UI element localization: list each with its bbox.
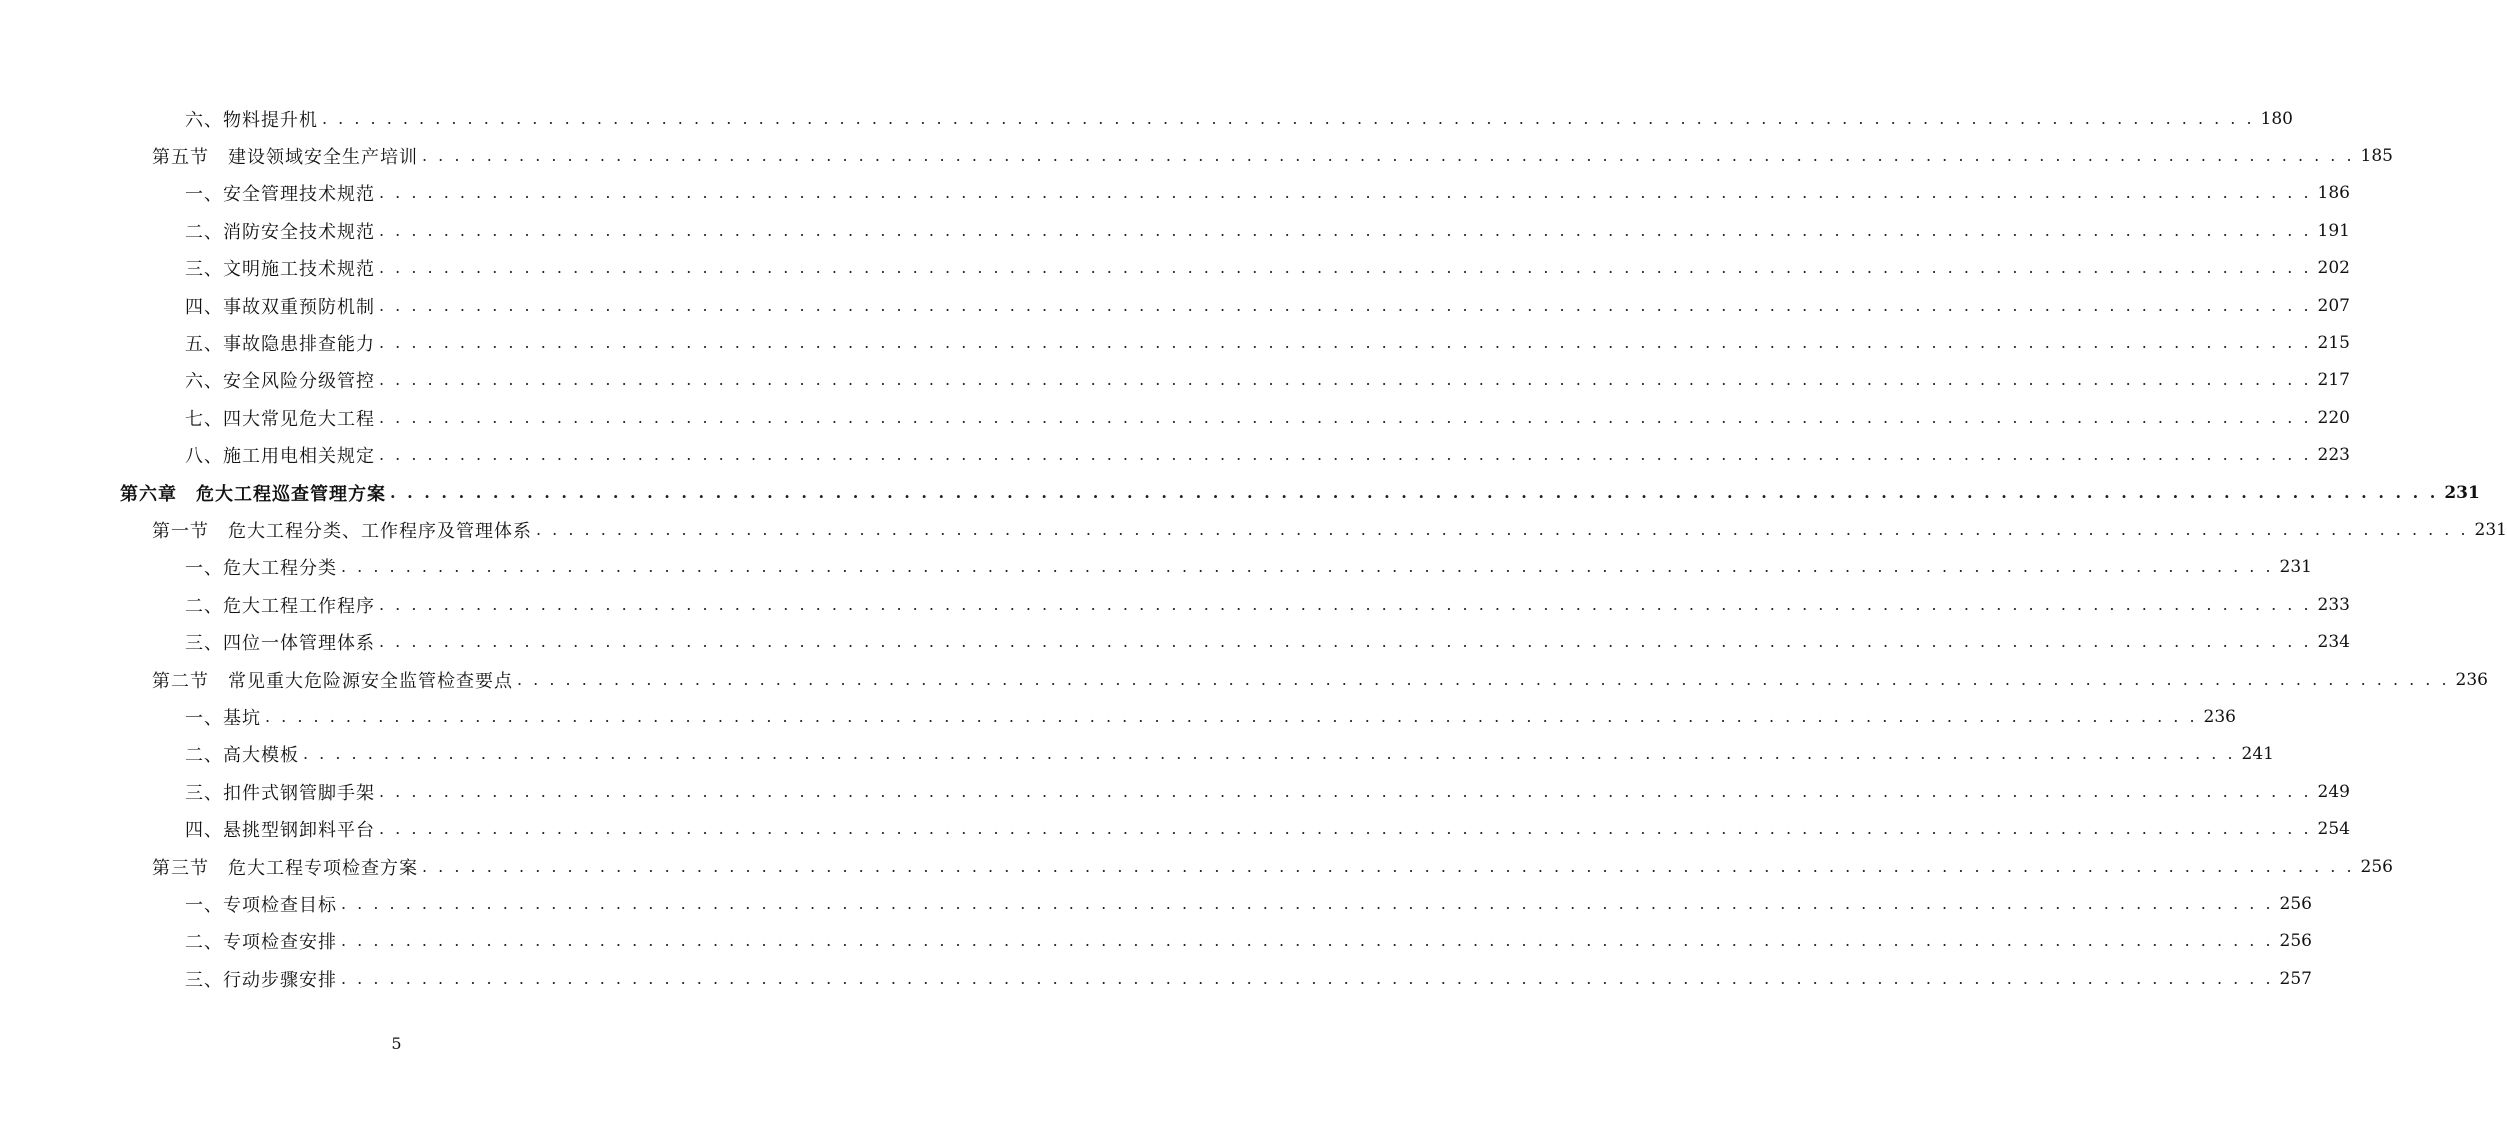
toc-entry-title: 七、四大常见危大工程 (185, 408, 375, 430)
toc-entry[interactable] (0, 960, 2312, 997)
toc-entry[interactable] (0, 137, 2393, 174)
toc-entry[interactable] (0, 885, 2312, 922)
page-number: 5 (391, 1034, 402, 1053)
toc-entry[interactable] (0, 549, 2312, 586)
toc-dot-leader: . . . . . . . . . . . . . . . . . . . . . . . . . . . . . . . . . . . . . . . . . . . . . . . . . . . . . . . . . . . . . . . . . . . . . . . . . . . . . . . . . . . . . . . . . . . . . . . . . . . . . . . . . . . . . . . . . . . . . . . . (303, 744, 2236, 764)
toc-entry-title: 第五节 建设领域安全生产培训 (152, 147, 418, 169)
toc-dot-leader: . . . . . . . . . . . . . . . . . . . . . . . . . . . . . . . . . . . . . . . . . . . . . . . . . . . . . . . . . . . . . . . . . . . . . . . . . . . . . . . . . . . . . . . . . . . . . . . . . . . . . . . . . . . . . . . . . . . . . . . . (341, 893, 2274, 913)
toc-dot-leader: . . . . . . . . . . . . . . . . . . . . . . . . . . . . . . . . . . . . . . . . . . . . . . . . . . . . . . . . . . . . . . . . . . . . . . . . . . . . . . . . . . . . . . . . . . . . . . . . . . . . . . . . . . . . . . . . . . . . . . . . (379, 370, 2312, 390)
toc-entry[interactable] (0, 100, 2293, 137)
toc-dot-leader: . . . . . . . . . . . . . . . . . . . . . . . . . . . . . . . . . . . . . . . . . . . . . . . . . . . . . . . . . . . . . . . . . . . . . . . . . . . . . . . . . . . . . . . . . . . . . . . . . . . . . . . . . . . . . . . . . . . . . . . . (379, 819, 2312, 839)
toc-entry[interactable] (0, 923, 2312, 960)
toc-entry[interactable] (0, 511, 2507, 548)
toc-entry-title: 二、专项检查安排 (185, 932, 337, 954)
toc-entry-page: 236 (2203, 706, 2236, 727)
toc-entry-page: 217 (2317, 370, 2350, 391)
toc-dot-leader: . . . . . . . . . . . . . . . . . . . . . . . . . . . . . . . . . . . . . . . . . . . . . . . . . . . . . . . . . . . . . . . . . . . . . . . . . . . . . . . . . . . . . . . . . . . . . . . . . . . . . . . . . . . . . . . . . . . . . . . . (379, 632, 2312, 652)
toc-entry-page: 254 (2317, 819, 2350, 840)
toc-entry-page: 231 (2474, 519, 2507, 540)
toc-entry[interactable] (0, 437, 2350, 474)
toc-entry-page: 231 (2444, 482, 2480, 503)
toc-entry-title: 一、危大工程分类 (185, 558, 337, 580)
toc-entry-page: 234 (2317, 632, 2350, 653)
toc-entry[interactable] (0, 623, 2350, 660)
toc-entry-title: 第二节 常见重大危险源安全监管检查要点 (152, 670, 513, 692)
toc-dot-leader: . . . . . . . . . . . . . . . . . . . . . . . . . . . . . . . . . . . . . . . . . . . . . . . . . . . . . . . . . . . . . . . . . . . . . . . . . . . . . . . . . . . . . . . . . . . . . . . . . . . . . . . . . . . . . . . . . . . . . . . . (422, 856, 2355, 876)
toc-entry-page: 236 (2455, 669, 2488, 690)
toc-entry-page: 215 (2317, 333, 2350, 354)
toc-entry-title: 一、安全管理技术规范 (185, 184, 375, 206)
toc-entry-page: 202 (2317, 258, 2350, 279)
toc-entry-page: 180 (2260, 108, 2293, 129)
toc-entry-page: 185 (2360, 146, 2393, 167)
toc-entry[interactable] (0, 698, 2236, 735)
toc-entry-page: 220 (2317, 407, 2350, 428)
toc-entry[interactable] (0, 324, 2350, 361)
toc-entry-title: 二、消防安全技术规范 (185, 221, 375, 243)
toc-entry[interactable] (0, 810, 2350, 847)
table-of-contents (0, 100, 2507, 997)
toc-entry-page: 241 (2241, 744, 2274, 765)
toc-dot-leader: . . . . . . . . . . . . . . . . . . . . . . . . . . . . . . . . . . . . . . . . . . . . . . . . . . . . . . . . . . . . . . . . . . . . . . . . . . . . . . . . . . . . . . . . . . . . . . . . . . . . . . . . . . . . . . . . . . . . . . . . (379, 407, 2312, 427)
toc-entry-page: 186 (2317, 183, 2350, 204)
toc-entry-title: 三、行动步骤安排 (185, 969, 337, 991)
toc-dot-leader: . . . . . . . . . . . . . . . . . . . . . . . . . . . . . . . . . . . . . . . . . . . . . . . . . . . . . . . . . . . . . . . . . . . . . . . . . . . . . . . . . . . . . . . . . . . . . . . . . . . . . . . . . . . . . . . . . . . . . . . . (341, 968, 2274, 988)
toc-entry-title: 五、事故隐患排查能力 (185, 334, 375, 356)
toc-dot-leader: . . . . . . . . . . . . . . . . . . . . . . . . . . . . . . . . . . . . . . . . . . . . . . . . . . . . . . . . . . . . . . . . . . . . . . . . . . . . . . . . . . . . . . . . . . . . . . . . . . . . . . . . . . . . . . . . . . . . . . . . (379, 333, 2312, 353)
toc-entry-title: 二、危大工程工作程序 (185, 595, 375, 617)
toc-entry-title: 一、基坑 (185, 707, 261, 729)
toc-entry[interactable] (0, 362, 2350, 399)
toc-entry-title: 第一节 危大工程分类、工作程序及管理体系 (152, 520, 532, 542)
toc-entry-page: 233 (2317, 594, 2350, 615)
toc-dot-leader: . . . . . . . . . . . . . . . . . . . . . . . . . . . . . . . . . . . . . . . . . . . . . . . . . . . . . . . . . . . . . . . . . . . . . . . . . . . . . . . . . . . . . . . . . . . . . . . . . . . . . . . . . . . . . . . . . . . . . . . . (322, 108, 2255, 128)
toc-entry[interactable] (0, 586, 2350, 623)
toc-entry-page: 256 (2279, 893, 2312, 914)
toc-entry-page: 207 (2317, 295, 2350, 316)
toc-entry[interactable] (0, 773, 2350, 810)
toc-entry-page: 231 (2279, 557, 2312, 578)
toc-entry-page: 223 (2317, 445, 2350, 466)
toc-entry[interactable] (0, 736, 2274, 773)
toc-entry-title: 六、安全风险分级管控 (185, 371, 375, 393)
toc-entry-title: 第三节 危大工程专项检查方案 (152, 857, 418, 879)
toc-entry-page: 249 (2317, 781, 2350, 802)
toc-entry-title: 三、四位一体管理体系 (185, 633, 375, 655)
toc-dot-leader: . . . . . . . . . . . . . . . . . . . . . . . . . . . . . . . . . . . . . . . . . . . . . . . . . . . . . . . . . . . . . . . . . . . . . . . . . . . . . . . . . . . . . . . . . . . . . . . . . . . . . . . . . . . . . . . . . . . . . . . . (379, 594, 2312, 614)
toc-dot-leader: . . . . . . . . . . . . . . . . . . . . . . . . . . . . . . . . . . . . . . . . . . . . . . . . . . . . . . . . . . . . . . . . . . . . . . . . . . . . . . . . . . . . . . . . . . . . . . . . . . . . . . . . . . . . . . . . . . . . . . . . (390, 482, 2439, 502)
toc-entry-title: 四、事故双重预防机制 (185, 296, 375, 318)
toc-entry[interactable] (0, 474, 2480, 511)
toc-dot-leader: . . . . . . . . . . . . . . . . . . . . . . . . . . . . . . . . . . . . . . . . . . . . . . . . . . . . . . . . . . . . . . . . . . . . . . . . . . . . . . . . . . . . . . . . . . . . . . . . . . . . . . . . . . . . . . . . . . . . . . . . (379, 445, 2312, 465)
toc-entry[interactable] (0, 287, 2350, 324)
toc-entry[interactable] (0, 848, 2393, 885)
toc-dot-leader: . . . . . . . . . . . . . . . . . . . . . . . . . . . . . . . . . . . . . . . . . . . . . . . . . . . . . . . . . . . . . . . . . . . . . . . . . . . . . . . . . . . . . . . . . . . . . . . . . . . . . . . . . . . . . . . . . . . . . . . . (379, 295, 2312, 315)
toc-dot-leader: . . . . . . . . . . . . . . . . . . . . . . . . . . . . . . . . . . . . . . . . . . . . . . . . . . . . . . . . . . . . . . . . . . . . . . . . . . . . . . . . . . . . . . . . . . . . . . . . . . . . . . . . . . . . . . . . . . . . . . . . (379, 220, 2312, 240)
toc-entry-title: 八、施工用电相关规定 (185, 446, 375, 468)
toc-dot-leader: . . . . . . . . . . . . . . . . . . . . . . . . . . . . . . . . . . . . . . . . . . . . . . . . . . . . . . . . . . . . . . . . . . . . . . . . . . . . . . . . . . . . . . . . . . . . . . . . . . . . . . . . . . . . . . . . . . . . . . . . (265, 706, 2198, 726)
toc-dot-leader: . . . . . . . . . . . . . . . . . . . . . . . . . . . . . . . . . . . . . . . . . . . . . . . . . . . . . . . . . . . . . . . . . . . . . . . . . . . . . . . . . . . . . . . . . . . . . . . . . . . . . . . . . . . . . . . . . . . . . . . . (379, 781, 2312, 801)
toc-entry-title: 六、物料提升机 (185, 109, 318, 131)
toc-dot-leader: . . . . . . . . . . . . . . . . . . . . . . . . . . . . . . . . . . . . . . . . . . . . . . . . . . . . . . . . . . . . . . . . . . . . . . . . . . . . . . . . . . . . . . . . . . . . . . . . . . . . . . . . . . . . . . . . . . . . . . . . (536, 519, 2469, 539)
toc-entry-title: 第六章 危大工程巡查管理方案 (120, 483, 386, 505)
toc-dot-leader: . . . . . . . . . . . . . . . . . . . . . . . . . . . . . . . . . . . . . . . . . . . . . . . . . . . . . . . . . . . . . . . . . . . . . . . . . . . . . . . . . . . . . . . . . . . . . . . . . . . . . . . . . . . . . . . . . . . . . . . . (379, 183, 2312, 203)
toc-entry[interactable] (0, 661, 2488, 698)
toc-entry[interactable] (0, 212, 2350, 249)
toc-entry-page: 257 (2279, 968, 2312, 989)
toc-entry-title: 三、文明施工技术规范 (185, 259, 375, 281)
toc-entry-title: 三、扣件式钢管脚手架 (185, 782, 375, 804)
toc-entry-title: 二、高大模板 (185, 745, 299, 767)
toc-entry-title: 四、悬挑型钢卸料平台 (185, 820, 375, 842)
toc-entry[interactable] (0, 175, 2350, 212)
toc-entry-page: 191 (2317, 220, 2350, 241)
toc-entry-page: 256 (2360, 856, 2393, 877)
toc-entry-page: 256 (2279, 931, 2312, 952)
toc-dot-leader: . . . . . . . . . . . . . . . . . . . . . . . . . . . . . . . . . . . . . . . . . . . . . . . . . . . . . . . . . . . . . . . . . . . . . . . . . . . . . . . . . . . . . . . . . . . . . . . . . . . . . . . . . . . . . . . . . . . . . . . . (517, 669, 2450, 689)
toc-dot-leader: . . . . . . . . . . . . . . . . . . . . . . . . . . . . . . . . . . . . . . . . . . . . . . . . . . . . . . . . . . . . . . . . . . . . . . . . . . . . . . . . . . . . . . . . . . . . . . . . . . . . . . . . . . . . . . . . . . . . . . . . (341, 931, 2274, 951)
toc-entry[interactable] (0, 250, 2350, 287)
toc-dot-leader: . . . . . . . . . . . . . . . . . . . . . . . . . . . . . . . . . . . . . . . . . . . . . . . . . . . . . . . . . . . . . . . . . . . . . . . . . . . . . . . . . . . . . . . . . . . . . . . . . . . . . . . . . . . . . . . . . . . . . . . . (341, 557, 2274, 577)
toc-entry-title: 一、专项检查目标 (185, 894, 337, 916)
toc-dot-leader: . . . . . . . . . . . . . . . . . . . . . . . . . . . . . . . . . . . . . . . . . . . . . . . . . . . . . . . . . . . . . . . . . . . . . . . . . . . . . . . . . . . . . . . . . . . . . . . . . . . . . . . . . . . . . . . . . . . . . . . . (422, 146, 2355, 166)
toc-dot-leader: . . . . . . . . . . . . . . . . . . . . . . . . . . . . . . . . . . . . . . . . . . . . . . . . . . . . . . . . . . . . . . . . . . . . . . . . . . . . . . . . . . . . . . . . . . . . . . . . . . . . . . . . . . . . . . . . . . . . . . . . (379, 258, 2312, 278)
toc-entry[interactable] (0, 399, 2350, 436)
